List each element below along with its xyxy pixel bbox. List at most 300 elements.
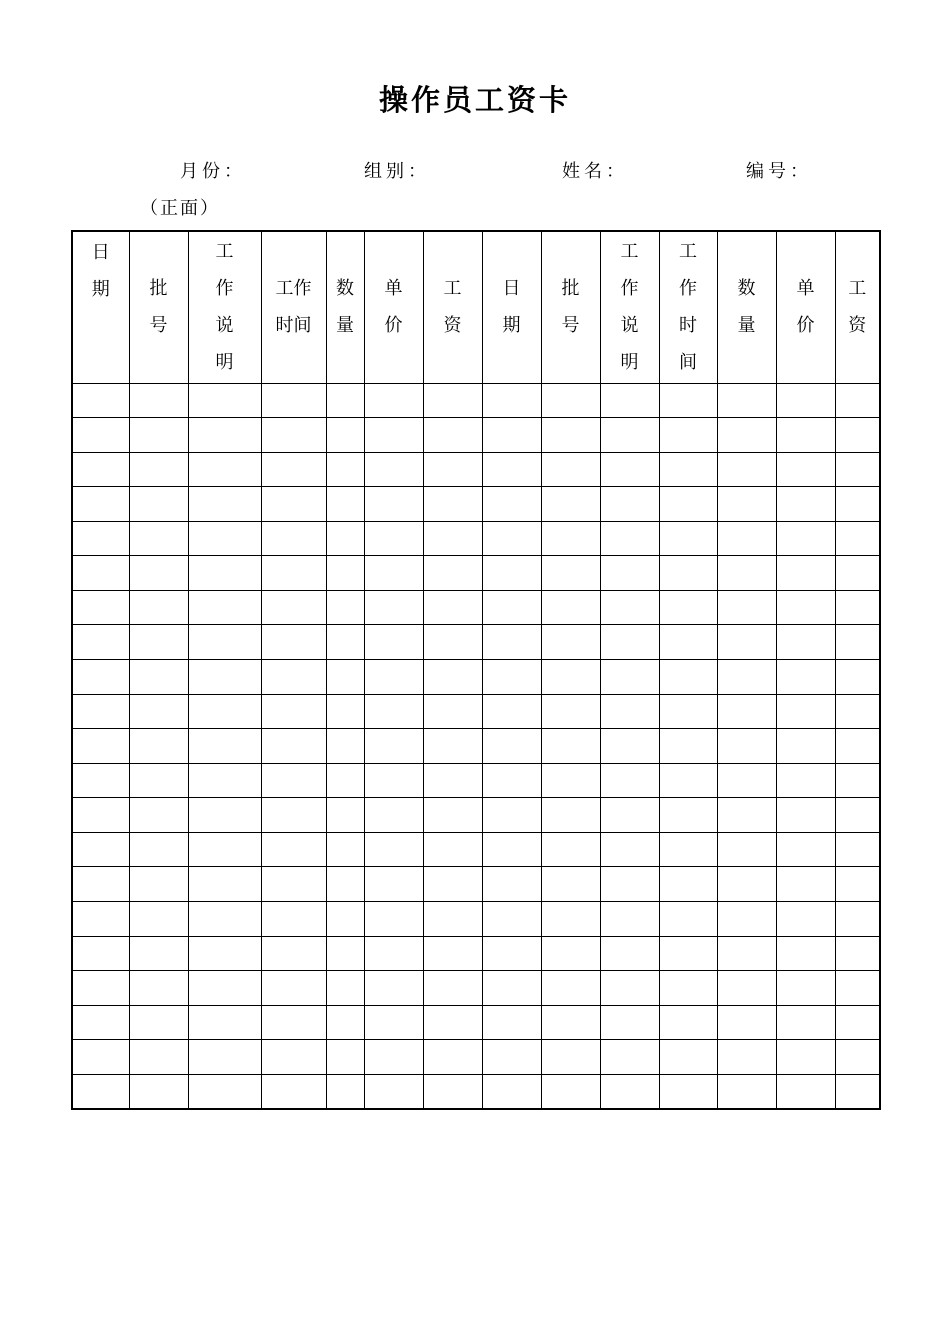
table-cell[interactable] [423, 383, 482, 418]
table-cell[interactable] [717, 521, 776, 556]
table-cell[interactable] [261, 625, 326, 660]
table-cell[interactable] [129, 556, 188, 591]
table-cell[interactable] [835, 521, 880, 556]
table-cell[interactable] [261, 729, 326, 764]
table-cell[interactable] [261, 832, 326, 867]
table-cell[interactable] [717, 867, 776, 902]
table-cell[interactable] [482, 1074, 541, 1109]
table-cell[interactable] [364, 729, 423, 764]
table-cell[interactable] [541, 452, 600, 487]
table-cell[interactable] [72, 1074, 129, 1109]
table-cell[interactable] [261, 418, 326, 453]
table-cell[interactable] [72, 383, 129, 418]
table-cell[interactable] [541, 383, 600, 418]
table-cell[interactable] [326, 418, 364, 453]
table-cell[interactable] [717, 1040, 776, 1075]
table-cell[interactable] [776, 694, 835, 729]
table-cell[interactable] [423, 763, 482, 798]
table-cell[interactable] [129, 660, 188, 695]
table-cell[interactable] [326, 383, 364, 418]
table-cell[interactable] [364, 763, 423, 798]
table-cell[interactable] [188, 487, 261, 522]
table-cell[interactable] [364, 383, 423, 418]
table-cell[interactable] [188, 660, 261, 695]
table-cell[interactable] [600, 487, 659, 522]
table-cell[interactable] [835, 1074, 880, 1109]
table-cell[interactable] [717, 936, 776, 971]
table-cell[interactable] [600, 936, 659, 971]
table-cell[interactable] [541, 936, 600, 971]
table-cell[interactable] [659, 521, 717, 556]
table-cell[interactable] [423, 521, 482, 556]
table-cell[interactable] [261, 867, 326, 902]
table-cell[interactable] [261, 383, 326, 418]
table-cell[interactable] [72, 832, 129, 867]
table-cell[interactable] [835, 867, 880, 902]
table-cell[interactable] [261, 798, 326, 833]
table-cell[interactable] [600, 660, 659, 695]
table-cell[interactable] [659, 383, 717, 418]
table-cell[interactable] [659, 487, 717, 522]
table-cell[interactable] [600, 729, 659, 764]
table-cell[interactable] [129, 452, 188, 487]
table-cell[interactable] [364, 556, 423, 591]
table-cell[interactable] [659, 763, 717, 798]
table-cell[interactable] [129, 867, 188, 902]
table-cell[interactable] [261, 556, 326, 591]
table-cell[interactable] [482, 694, 541, 729]
table-cell[interactable] [835, 383, 880, 418]
table-cell[interactable] [600, 763, 659, 798]
table-cell[interactable] [717, 660, 776, 695]
table-cell[interactable] [129, 383, 188, 418]
table-cell[interactable] [717, 487, 776, 522]
table-cell[interactable] [72, 971, 129, 1006]
table-cell[interactable] [261, 452, 326, 487]
table-cell[interactable] [835, 971, 880, 1006]
table-cell[interactable] [776, 660, 835, 695]
table-cell[interactable] [423, 556, 482, 591]
table-cell[interactable] [776, 901, 835, 936]
table-cell[interactable] [659, 971, 717, 1006]
table-cell[interactable] [659, 901, 717, 936]
table-cell[interactable] [600, 1005, 659, 1040]
table-cell[interactable] [717, 418, 776, 453]
table-cell[interactable] [717, 590, 776, 625]
table-cell[interactable] [129, 832, 188, 867]
table-cell[interactable] [326, 660, 364, 695]
table-cell[interactable] [72, 556, 129, 591]
table-cell[interactable] [261, 936, 326, 971]
table-cell[interactable] [835, 487, 880, 522]
table-cell[interactable] [541, 418, 600, 453]
table-cell[interactable] [129, 1005, 188, 1040]
table-cell[interactable] [326, 798, 364, 833]
table-cell[interactable] [835, 625, 880, 660]
table-cell[interactable] [364, 452, 423, 487]
table-cell[interactable] [188, 418, 261, 453]
table-cell[interactable] [835, 418, 880, 453]
table-cell[interactable] [188, 452, 261, 487]
table-cell[interactable] [364, 625, 423, 660]
table-cell[interactable] [600, 901, 659, 936]
table-cell[interactable] [541, 590, 600, 625]
table-cell[interactable] [72, 694, 129, 729]
table-cell[interactable] [482, 590, 541, 625]
table-cell[interactable] [261, 694, 326, 729]
table-cell[interactable] [541, 798, 600, 833]
table-cell[interactable] [326, 936, 364, 971]
table-cell[interactable] [423, 798, 482, 833]
table-cell[interactable] [482, 798, 541, 833]
table-cell[interactable] [717, 901, 776, 936]
table-cell[interactable] [326, 1074, 364, 1109]
table-cell[interactable] [423, 452, 482, 487]
table-cell[interactable] [659, 556, 717, 591]
table-cell[interactable] [188, 1005, 261, 1040]
table-cell[interactable] [423, 832, 482, 867]
table-cell[interactable] [261, 590, 326, 625]
table-cell[interactable] [364, 1005, 423, 1040]
table-cell[interactable] [72, 901, 129, 936]
table-cell[interactable] [835, 901, 880, 936]
table-cell[interactable] [541, 694, 600, 729]
table-cell[interactable] [659, 1074, 717, 1109]
table-cell[interactable] [659, 1040, 717, 1075]
table-cell[interactable] [188, 590, 261, 625]
table-cell[interactable] [423, 625, 482, 660]
table-cell[interactable] [129, 590, 188, 625]
table-cell[interactable] [541, 660, 600, 695]
table-cell[interactable] [423, 936, 482, 971]
table-cell[interactable] [364, 694, 423, 729]
table-cell[interactable] [541, 625, 600, 660]
table-cell[interactable] [129, 487, 188, 522]
table-cell[interactable] [72, 1005, 129, 1040]
table-cell[interactable] [423, 1005, 482, 1040]
table-cell[interactable] [541, 1005, 600, 1040]
table-cell[interactable] [188, 383, 261, 418]
table-cell[interactable] [776, 729, 835, 764]
table-cell[interactable] [482, 971, 541, 1006]
table-cell[interactable] [776, 971, 835, 1006]
table-cell[interactable] [188, 1040, 261, 1075]
table-cell[interactable] [188, 694, 261, 729]
table-cell[interactable] [129, 729, 188, 764]
table-cell[interactable] [659, 452, 717, 487]
table-cell[interactable] [326, 729, 364, 764]
table-cell[interactable] [364, 901, 423, 936]
table-cell[interactable] [659, 625, 717, 660]
table-cell[interactable] [482, 832, 541, 867]
table-cell[interactable] [482, 418, 541, 453]
table-cell[interactable] [482, 729, 541, 764]
table-cell[interactable] [129, 971, 188, 1006]
table-cell[interactable] [364, 1040, 423, 1075]
table-cell[interactable] [776, 832, 835, 867]
table-cell[interactable] [717, 798, 776, 833]
table-cell[interactable] [600, 625, 659, 660]
table-cell[interactable] [776, 936, 835, 971]
table-cell[interactable] [129, 1040, 188, 1075]
table-cell[interactable] [129, 763, 188, 798]
table-cell[interactable] [776, 798, 835, 833]
table-row [72, 1040, 880, 1075]
table-cell[interactable] [541, 867, 600, 902]
table-cell[interactable] [129, 798, 188, 833]
table-cell[interactable] [72, 729, 129, 764]
table-cell[interactable] [835, 1005, 880, 1040]
table-cell[interactable] [364, 867, 423, 902]
table-cell[interactable] [600, 556, 659, 591]
table-cell[interactable] [482, 521, 541, 556]
table-cell[interactable] [600, 418, 659, 453]
table-cell[interactable] [261, 763, 326, 798]
table-cell[interactable] [776, 521, 835, 556]
table-cell[interactable] [776, 763, 835, 798]
table-cell[interactable] [188, 521, 261, 556]
table-cell[interactable] [541, 556, 600, 591]
table-row [72, 1005, 880, 1040]
table-cell[interactable] [600, 1040, 659, 1075]
table-cell[interactable] [482, 383, 541, 418]
table-cell[interactable] [659, 798, 717, 833]
table-cell[interactable] [776, 625, 835, 660]
table-cell[interactable] [776, 590, 835, 625]
table-cell[interactable] [835, 660, 880, 695]
table-cell[interactable] [72, 867, 129, 902]
table-cell[interactable] [776, 867, 835, 902]
table-cell[interactable] [835, 936, 880, 971]
table-cell[interactable] [482, 487, 541, 522]
table-cell[interactable] [423, 660, 482, 695]
table-cell[interactable] [600, 867, 659, 902]
table-cell[interactable] [717, 729, 776, 764]
table-cell[interactable] [717, 763, 776, 798]
table-cell[interactable] [482, 1040, 541, 1075]
table-cell[interactable] [659, 936, 717, 971]
table-cell[interactable] [261, 660, 326, 695]
table-cell[interactable] [129, 625, 188, 660]
table-cell[interactable] [326, 971, 364, 1006]
table-cell[interactable] [717, 452, 776, 487]
table-cell[interactable] [326, 867, 364, 902]
header-wage-2: 工 资 [835, 231, 880, 383]
table-cell[interactable] [72, 1040, 129, 1075]
table-cell[interactable] [835, 556, 880, 591]
table-cell[interactable] [541, 832, 600, 867]
table-cell[interactable] [326, 556, 364, 591]
table-cell[interactable] [261, 901, 326, 936]
table-cell[interactable] [717, 556, 776, 591]
table-cell[interactable] [326, 901, 364, 936]
table-cell[interactable] [659, 729, 717, 764]
table-cell[interactable] [717, 971, 776, 1006]
table-cell[interactable] [364, 832, 423, 867]
table-cell[interactable] [659, 867, 717, 902]
table-cell[interactable] [835, 1040, 880, 1075]
table-cell[interactable] [188, 556, 261, 591]
table-cell[interactable] [72, 660, 129, 695]
table-cell[interactable] [776, 418, 835, 453]
table-cell[interactable] [72, 763, 129, 798]
table-cell[interactable] [835, 452, 880, 487]
table-cell[interactable] [188, 832, 261, 867]
table-cell[interactable] [72, 936, 129, 971]
table-cell[interactable] [423, 901, 482, 936]
table-row [72, 625, 880, 660]
table-cell[interactable] [776, 383, 835, 418]
table-cell[interactable] [482, 556, 541, 591]
table-cell[interactable] [261, 521, 326, 556]
table-cell[interactable] [717, 383, 776, 418]
table-cell[interactable] [482, 763, 541, 798]
table-cell[interactable] [541, 763, 600, 798]
table-cell[interactable] [188, 729, 261, 764]
table-cell[interactable] [835, 590, 880, 625]
table-cell[interactable] [364, 590, 423, 625]
table-cell[interactable] [188, 625, 261, 660]
table-cell[interactable] [600, 521, 659, 556]
table-cell[interactable] [188, 936, 261, 971]
table-cell[interactable] [129, 694, 188, 729]
table-cell[interactable] [541, 1040, 600, 1075]
table-cell[interactable] [364, 798, 423, 833]
table-cell[interactable] [423, 867, 482, 902]
table-cell[interactable] [423, 729, 482, 764]
table-cell[interactable] [72, 798, 129, 833]
table-cell[interactable] [326, 832, 364, 867]
table-cell[interactable] [423, 1074, 482, 1109]
table-row [72, 832, 880, 867]
header-work-description-2: 工 作 说 明 [600, 231, 659, 383]
table-cell[interactable] [659, 418, 717, 453]
table-cell[interactable] [600, 694, 659, 729]
table-cell[interactable] [261, 1005, 326, 1040]
table-cell[interactable] [600, 832, 659, 867]
table-cell[interactable] [482, 1005, 541, 1040]
table-cell[interactable] [600, 971, 659, 1006]
table-cell[interactable] [129, 1074, 188, 1109]
table-cell[interactable] [188, 798, 261, 833]
table-cell[interactable] [600, 1074, 659, 1109]
table-cell[interactable] [423, 971, 482, 1006]
table-cell[interactable] [717, 1074, 776, 1109]
table-cell[interactable] [188, 901, 261, 936]
table-cell[interactable] [659, 590, 717, 625]
table-cell[interactable] [326, 452, 364, 487]
table-cell[interactable] [261, 487, 326, 522]
table-cell[interactable] [326, 694, 364, 729]
table-cell[interactable] [541, 521, 600, 556]
table-cell[interactable] [541, 971, 600, 1006]
table-cell[interactable] [72, 487, 129, 522]
table-cell[interactable] [835, 832, 880, 867]
table-cell[interactable] [541, 729, 600, 764]
table-cell[interactable] [326, 590, 364, 625]
table-cell[interactable] [482, 452, 541, 487]
table-cell[interactable] [776, 452, 835, 487]
table-cell[interactable] [364, 418, 423, 453]
table-cell[interactable] [835, 729, 880, 764]
table-cell[interactable] [835, 694, 880, 729]
table-cell[interactable] [776, 1005, 835, 1040]
table-cell[interactable] [423, 418, 482, 453]
table-cell[interactable] [326, 1005, 364, 1040]
table-cell[interactable] [129, 901, 188, 936]
table-cell[interactable] [482, 901, 541, 936]
table-cell[interactable] [364, 1074, 423, 1109]
table-cell[interactable] [717, 625, 776, 660]
table-cell[interactable] [188, 763, 261, 798]
table-cell[interactable] [326, 763, 364, 798]
table-cell[interactable] [364, 660, 423, 695]
table-cell[interactable] [423, 590, 482, 625]
table-cell[interactable] [776, 1074, 835, 1109]
table-cell[interactable] [261, 971, 326, 1006]
table-cell[interactable] [600, 798, 659, 833]
table-cell[interactable] [326, 487, 364, 522]
table-cell[interactable] [482, 936, 541, 971]
table-cell[interactable] [326, 1040, 364, 1075]
table-cell[interactable] [261, 1074, 326, 1109]
table-cell[interactable] [600, 383, 659, 418]
table-cell[interactable] [423, 1040, 482, 1075]
table-cell[interactable] [129, 418, 188, 453]
table-cell[interactable] [72, 590, 129, 625]
table-cell[interactable] [717, 832, 776, 867]
table-cell[interactable] [776, 556, 835, 591]
table-cell[interactable] [541, 1074, 600, 1109]
table-cell[interactable] [129, 936, 188, 971]
table-cell[interactable] [482, 625, 541, 660]
table-cell[interactable] [659, 1005, 717, 1040]
table-cell[interactable] [423, 487, 482, 522]
table-cell[interactable] [188, 1074, 261, 1109]
table-cell[interactable] [482, 660, 541, 695]
table-cell[interactable] [188, 971, 261, 1006]
table-cell[interactable] [364, 971, 423, 1006]
table-cell[interactable] [776, 487, 835, 522]
table-cell[interactable] [659, 660, 717, 695]
table-cell[interactable] [364, 521, 423, 556]
table-cell[interactable] [364, 487, 423, 522]
table-cell[interactable] [129, 521, 188, 556]
table-cell[interactable] [541, 487, 600, 522]
table-cell[interactable] [261, 1040, 326, 1075]
table-cell[interactable] [600, 590, 659, 625]
table-cell[interactable] [72, 452, 129, 487]
table-cell[interactable] [188, 867, 261, 902]
table-cell[interactable] [717, 694, 776, 729]
table-cell[interactable] [835, 763, 880, 798]
table-cell[interactable] [423, 694, 482, 729]
table-cell[interactable] [659, 832, 717, 867]
table-cell[interactable] [326, 625, 364, 660]
table-cell[interactable] [600, 452, 659, 487]
table-cell[interactable] [72, 418, 129, 453]
table-cell[interactable] [717, 1005, 776, 1040]
table-cell[interactable] [659, 694, 717, 729]
table-cell[interactable] [776, 1040, 835, 1075]
table-cell[interactable] [364, 936, 423, 971]
table-cell[interactable] [72, 521, 129, 556]
table-cell[interactable] [482, 867, 541, 902]
table-cell[interactable] [326, 521, 364, 556]
table-cell[interactable] [541, 901, 600, 936]
table-cell[interactable] [72, 625, 129, 660]
table-cell[interactable] [835, 798, 880, 833]
